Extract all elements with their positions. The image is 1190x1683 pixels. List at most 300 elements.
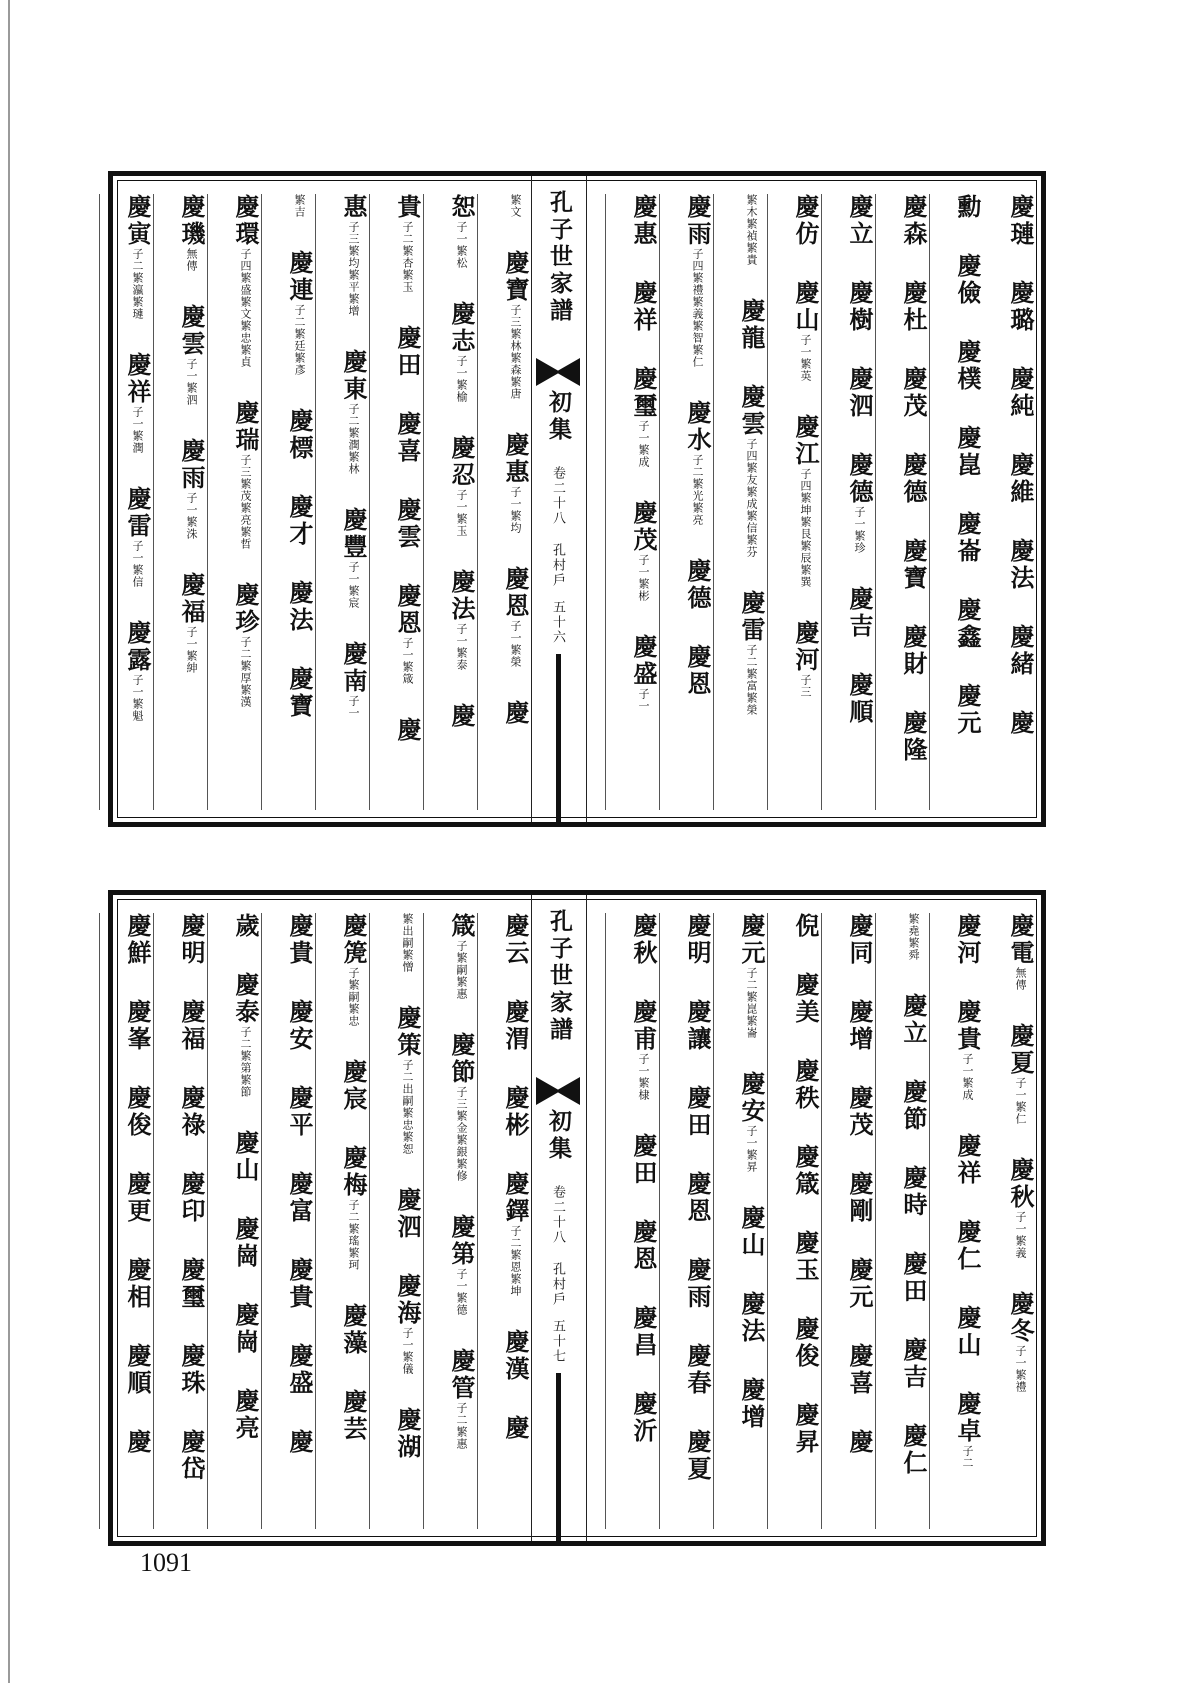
name-text: 慶樸 [953,339,982,393]
name-text: 慶露 [123,620,152,674]
name-text: 慶祿 [177,1085,206,1139]
name-text: 慶玉 [791,1230,820,1284]
annotation-note: 無傳 [185,248,198,272]
name-text: 慶秩 [791,1058,820,1112]
name-entry [285,1257,314,1343]
name-entry [123,1257,152,1343]
name-entry [845,586,874,672]
annotation-note: 子二繁潤繁林 [347,403,360,475]
name-text: 慶貴 [953,999,982,1053]
genealogy-column [767,194,822,810]
name-entry [447,569,476,703]
name-text: 惠 [339,194,368,221]
annotation-note: 子二繁第繁節 [239,1026,252,1098]
name-entry [1006,538,1035,624]
page-edge-rule [8,0,10,1683]
name-text: 慶水 [683,400,712,454]
name-entry [339,349,368,507]
name-entry [791,1402,820,1456]
name-entry [899,993,928,1079]
annotation-note: 子繁嗣繁忠 [347,967,360,1027]
name-entry [899,194,928,280]
name-text: 慶維 [1006,452,1035,506]
name-text: 慶順 [123,1343,152,1397]
name-entry [791,1230,820,1316]
annotation-note: 子二繁崑繁崙 [745,967,758,1039]
name-entry [501,913,530,999]
name-text: 慶甫 [629,999,658,1053]
name-text: 慶秋 [1006,1157,1035,1211]
name-entry [845,194,874,280]
name-entry [177,1085,206,1171]
name-text: 慶電 [1006,913,1035,967]
genealogy-column [983,913,1037,1529]
name-text: 慶俊 [123,1085,152,1139]
name-text: 慶崑 [953,425,982,479]
annotation-note: 子一繁珍 [853,506,866,554]
name-text: 慶泰 [231,972,260,1026]
name-entry [123,1429,152,1456]
genealogy-page-bottom [108,890,1046,1546]
name-entry [683,1257,712,1343]
annotation-note: 無傳 [1014,967,1027,991]
name-entry [285,999,314,1085]
name-text: 慶貴 [285,913,314,967]
name-entry [953,1305,982,1391]
annotation-note: 子三繁茂繁亮繁哲 [239,454,252,550]
name-entry [177,1171,206,1257]
name-entry [683,194,712,400]
name-text: 慶更 [123,1171,152,1225]
name-text: 慶吉 [899,1337,928,1391]
name-text: 慶 [1006,710,1035,737]
name-entry [629,913,658,999]
name-text: 慶法 [1006,538,1035,592]
name-entry [791,280,820,414]
annotation-note: 子一繁義 [1014,1211,1027,1259]
name-entry [629,999,658,1133]
name-entry [501,999,530,1085]
name-text: 倪 [791,913,820,940]
name-text: 慶法 [447,569,476,623]
name-text: 慶樹 [845,280,874,334]
name-entry [339,1145,368,1303]
annotation-note: 子一繁德 [455,1268,468,1316]
name-entry [899,1423,928,1477]
name-text: 慶漢 [501,1329,530,1383]
genealogy-column [477,913,532,1529]
genealogy-column [605,194,660,810]
name-entry [339,641,368,719]
name-entry [285,913,314,999]
annotation-note: 子三繁均繁平繁增 [347,221,360,317]
name-entry [1006,624,1035,710]
name-entry [1006,366,1035,452]
name-text: 勳 [953,194,982,221]
name-text: 慶策 [393,1005,422,1059]
name-text: 慶美 [791,972,820,1026]
name-text: 慶雷 [737,590,766,644]
genealogy-column [713,194,768,810]
name-text: 慶法 [285,580,314,634]
name-text: 慶山 [737,1205,766,1259]
name-text: 慶彬 [501,1085,530,1139]
name-text: 慶喜 [393,411,422,465]
name-text: 慶緒 [1006,624,1035,678]
annotation-note: 子一繁儀 [401,1327,414,1375]
name-entry [123,1085,152,1171]
annotation-note: 子二繁瑤繁珂 [347,1199,360,1271]
name-text: 慶惠 [501,432,530,486]
name-text: 慶 [501,1415,530,1442]
name-entry [123,620,152,722]
name-text: 慶 [501,700,530,727]
name-entry [393,411,422,497]
name-entry [845,672,874,726]
folio-number: 五十七 [550,1319,565,1364]
center-spine-bottom [531,895,587,1541]
name-entry [629,366,658,500]
name-entry [629,1305,658,1391]
name-entry [231,582,260,708]
genealogy-column [153,194,208,810]
name-entry [629,634,658,712]
name-entry [899,913,928,993]
name-entry [845,452,874,586]
annotation-note: 子一繁宸 [347,561,360,609]
name-text: 慶財 [899,624,928,678]
name-entry [845,1085,874,1171]
name-entry [899,710,928,764]
annotation-note: 子一繁榮 [509,620,522,668]
annotation-note: 子一繁禮 [1014,1345,1027,1393]
name-entry [285,580,314,666]
name-entry [177,438,206,572]
annotation-note: 子一繁仁 [1014,1077,1027,1125]
genealogy-column [423,194,478,810]
name-entry [393,1005,422,1187]
name-text: 慶祥 [953,1133,982,1187]
name-entry [123,1171,152,1257]
name-entry [845,366,874,452]
annotation-note: 繁吉 [293,194,306,218]
name-entry [953,1219,982,1305]
name-entry [1006,194,1035,280]
name-entry [629,1133,658,1219]
name-text: 慶盛 [629,634,658,688]
name-text: 慶寶 [285,666,314,720]
name-text: 慶茂 [845,1085,874,1139]
name-text: 慶標 [285,408,314,462]
annotation-note: 子一繁信 [131,540,144,588]
name-text: 慶祥 [629,280,658,334]
name-entry [231,1130,260,1216]
name-entry [339,1389,368,1443]
name-text: 慶雲 [177,304,206,358]
name-text: 慶立 [899,993,928,1047]
annotation-note: 子一繁泰 [455,623,468,671]
name-text: 恕 [447,194,476,221]
name-entry [231,913,260,972]
name-entry [447,1032,476,1214]
name-text: 慶惠 [629,194,658,248]
name-entry [501,194,530,250]
name-text: 慶森 [899,194,928,248]
name-entry [899,1079,928,1165]
name-entry [231,400,260,582]
name-entry [339,1303,368,1389]
name-text: 慶冬 [1006,1291,1035,1345]
name-entry [791,1144,820,1230]
name-entry [1006,710,1035,737]
name-text: 慶雲 [737,384,766,438]
name-text: 慶法 [737,1291,766,1345]
name-entry [285,1171,314,1257]
name-text: 慶崗 [231,1302,260,1356]
name-entry [123,999,152,1085]
name-entry [953,683,982,737]
name-text: 慶盛 [285,1343,314,1397]
name-text: 慶鮮 [123,913,152,967]
name-text: 慶昌 [629,1305,658,1359]
name-text: 慶山 [231,1130,260,1184]
name-text: 慶同 [845,913,874,967]
genealogy-column [261,194,316,810]
name-entry [123,486,152,620]
name-text: 慶夏 [683,1429,712,1483]
name-entry [501,1171,530,1329]
name-text: 慶岱 [177,1429,206,1483]
name-text: 慶璽 [629,366,658,420]
name-entry [1006,280,1035,366]
genealogy-column [315,913,370,1529]
name-entry [501,432,530,566]
name-text: 慶印 [177,1171,206,1225]
name-text: 慶喜 [845,1343,874,1397]
name-entry [683,999,712,1085]
annotation-note: 子二出嗣繁忠繁恕 [401,1059,414,1155]
name-entry [845,1257,874,1343]
genealogy-column [821,194,876,810]
name-entry [953,1133,982,1219]
name-entry [737,913,766,1071]
name-text: 慶恩 [629,1219,658,1273]
name-entry [845,1171,874,1257]
annotation-note: 子四繁坤繁艮繁辰繁巽 [799,468,812,588]
name-text: 慶元 [953,683,982,737]
genealogy-column [477,194,532,810]
name-text: 慶恩 [501,566,530,620]
name-text: 慶忍 [447,435,476,489]
genealogy-column [659,913,714,1529]
name-entry [177,913,206,999]
name-entry [683,644,712,698]
name-text: 慶寶 [899,538,928,592]
annotation-note: 子二繁恩繁坤 [509,1225,522,1297]
name-text: 慶雷 [123,486,152,540]
name-text: 貴 [393,194,422,221]
name-text: 歲 [231,913,260,940]
name-entry [1006,913,1035,1023]
volume-label: 卷二十八 孔村戶 [550,1185,565,1307]
name-entry [177,1343,206,1429]
name-text: 慶山 [953,1305,982,1359]
name-entry [285,194,314,250]
annotation-note: 子一繁彬 [637,554,650,602]
name-text: 慶平 [285,1085,314,1139]
volume-label: 卷二十八 孔村戶 [550,466,565,588]
name-text: 慶泗 [845,366,874,420]
name-entry [447,301,476,435]
name-entry [393,913,422,1005]
name-text: 慶節 [899,1079,928,1133]
annotation-note: 子一繁均 [509,486,522,534]
name-text: 慶東 [339,349,368,403]
name-text: 慶崙 [953,511,982,565]
annotation-note: 子一繁榆 [455,355,468,403]
name-text: 慶鐸 [501,1171,530,1225]
name-entry [629,1219,658,1305]
name-text: 慶隆 [899,710,928,764]
name-text: 慶志 [447,301,476,355]
edition-label: 初集 [545,1109,572,1163]
annotation-note: 子二繁富繁榮 [745,644,758,716]
name-entry [629,280,658,366]
name-entry [231,1216,260,1302]
name-entry [1006,1291,1035,1393]
name-entry [953,597,982,683]
name-entry [683,913,712,999]
name-text: 慶純 [1006,366,1035,420]
name-text: 慶田 [629,1133,658,1187]
name-text: 慶 [285,1429,314,1456]
name-entry [629,194,658,280]
name-entry [737,1071,766,1205]
name-text: 慶珠 [177,1343,206,1397]
name-text: 慶元 [845,1257,874,1311]
name-text: 慶雨 [177,438,206,492]
name-text: 慶才 [285,494,314,548]
name-text: 慶剛 [845,1171,874,1225]
annotation-note: 子三繁林繁森繁唐 [509,304,522,400]
spine-bar [556,1373,561,1541]
name-text: 慶富 [285,1171,314,1225]
name-entry [447,913,476,1032]
name-entry [231,1302,260,1388]
name-entry [393,497,422,583]
name-entry [845,1343,874,1429]
genealogy-column [659,194,714,810]
genealogy-column [875,913,930,1529]
annotation-note: 子四繁友繁成繁信繁芬 [745,438,758,558]
name-entry [231,972,260,1130]
annotation-note: 子一繁紳 [185,626,198,674]
genealogy-column [261,913,316,1529]
name-text: 慶相 [123,1257,152,1311]
annotation-note: 子一繁英 [799,334,812,382]
name-text: 慶渭 [501,999,530,1053]
name-entry [899,1165,928,1251]
name-text: 慶春 [683,1343,712,1397]
name-text: 慶元 [737,913,766,967]
annotation-note: 子一繁箴 [401,637,414,685]
name-entry [285,408,314,494]
name-entry [737,1205,766,1291]
name-entry [899,538,928,624]
name-text: 慶南 [339,641,368,695]
annotation-note: 子一繁魁 [131,674,144,722]
name-entry [1006,452,1035,538]
name-text: 慶增 [845,999,874,1053]
name-entry [737,384,766,590]
name-entry [953,1391,982,1469]
name-text: 慶峯 [123,999,152,1053]
name-text: 慶茂 [899,366,928,420]
name-text: 慶立 [845,194,874,248]
name-text: 慶環 [231,194,260,248]
genealogy-column [929,194,984,810]
name-entry [501,1415,530,1442]
name-entry [447,1348,476,1450]
name-entry [501,250,530,432]
name-entry [791,913,820,972]
genealogy-column [99,913,154,1529]
name-text: 慶泗 [393,1187,422,1241]
annotation-note: 子一 [347,695,360,719]
name-entry [737,1291,766,1377]
edition-label: 初集 [545,390,572,444]
name-text: 慶河 [953,913,982,967]
name-entry [953,511,982,597]
name-text: 慶讓 [683,999,712,1053]
genealogy-column [207,913,262,1529]
name-text: 慶瑞 [231,400,260,454]
name-entry [393,1273,422,1407]
name-entry [501,566,530,700]
name-entry [393,194,422,325]
name-entry [177,572,206,674]
name-text: 慶恩 [393,583,422,637]
name-text: 慶 [845,1429,874,1456]
genealogy-column [207,194,262,810]
genealogy-column [99,194,154,810]
name-entry [447,703,476,730]
name-entry [845,999,874,1085]
genealogy-column [821,913,876,1529]
annotation-note: 子四繁禮繁義繁智繁仁 [691,248,704,368]
name-entry [899,1251,928,1337]
genealogy-column [767,913,822,1529]
name-entry [123,1343,152,1429]
annotation-note: 子一繁昇 [745,1125,758,1173]
name-text: 慶豐 [339,507,368,561]
name-text: 慶明 [177,913,206,967]
name-text: 慶璐 [1006,280,1035,334]
name-entry [737,298,766,384]
annotation-note: 子一 [637,688,650,712]
name-entry [1006,1023,1035,1157]
name-entry [393,717,422,744]
genealogy-column [983,194,1037,810]
name-entry [393,325,422,411]
name-text: 慶節 [447,1032,476,1086]
name-text: 慶雨 [683,194,712,248]
annotation-note: 子三繁金繁銀繁修 [455,1086,468,1182]
name-text: 慶亮 [231,1388,260,1442]
name-entry [791,414,820,620]
name-entry [339,913,368,1059]
name-text: 慶田 [393,325,422,379]
